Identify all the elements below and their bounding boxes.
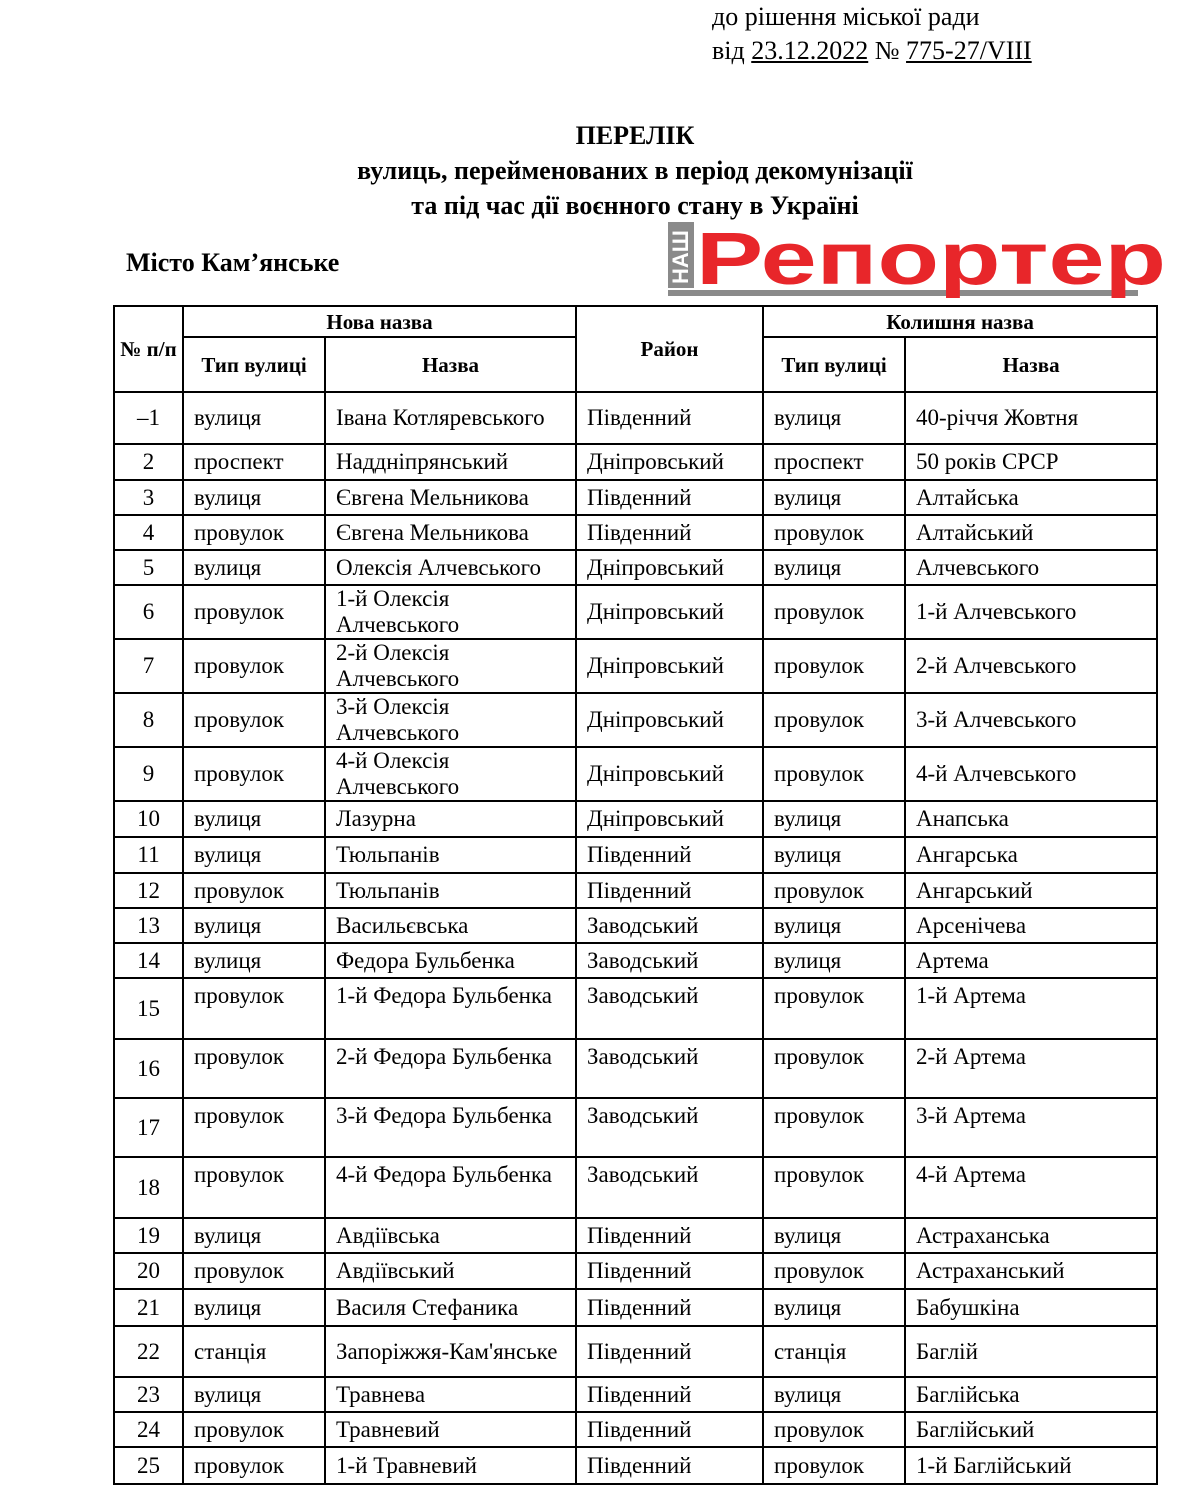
row-number-cell: 14	[114, 943, 183, 978]
new-name-cell: Наддніпрянський	[325, 444, 576, 480]
district-cell: Дніпровський	[576, 585, 763, 639]
new-type-cell: вулиця	[183, 480, 325, 515]
new-type-cell: вулиця	[183, 1289, 325, 1326]
new-type-cell: провулок	[183, 693, 325, 747]
row-number-cell: 7	[114, 639, 183, 693]
old-type-cell: провулок	[763, 747, 905, 801]
old-name-cell: Бабушкіна	[905, 1289, 1157, 1326]
old-type-cell: вулиця	[763, 908, 905, 943]
district-cell: Заводський	[576, 1039, 763, 1098]
new-type-cell: провулок	[183, 978, 325, 1039]
logo-text: Репортер	[696, 222, 1166, 298]
old-type-cell: провулок	[763, 585, 905, 639]
old-name-cell: Ангарська	[905, 837, 1157, 873]
table-row	[114, 747, 1157, 801]
header-new-name: Нова назва	[183, 306, 576, 337]
new-name-cell: Євгена Мельникова	[325, 515, 576, 550]
new-name-cell: Євгена Мельникова	[325, 480, 576, 515]
row-number-cell: 22	[114, 1326, 183, 1377]
old-type-cell: вулиця	[763, 1218, 905, 1253]
decision-number-sign: №	[868, 36, 907, 65]
table-row	[114, 1098, 1157, 1157]
new-name-cell: 3-й Федора Бульбенка	[325, 1098, 576, 1157]
document-title: ПЕРЕЛІК	[575, 121, 695, 150]
new-name-cell: 4-й Олексія Алчевського	[325, 747, 576, 801]
table-row	[114, 1157, 1157, 1218]
decision-date: 23.12.2022	[751, 36, 869, 65]
old-name-cell: 4-й Артема	[905, 1157, 1157, 1218]
decision-prefix: від	[712, 36, 752, 65]
new-name-cell: 4-й Федора Бульбенка	[325, 1157, 576, 1218]
old-name-cell: Астраханський	[905, 1253, 1157, 1289]
table-row	[114, 801, 1157, 837]
table-row	[114, 444, 1157, 480]
new-type-cell: провулок	[183, 1098, 325, 1157]
new-type-cell: вулиця	[183, 837, 325, 873]
table-row	[114, 978, 1157, 1039]
district-cell: Південний	[576, 1412, 763, 1447]
table-row	[114, 837, 1157, 873]
table-row	[114, 392, 1157, 444]
old-type-cell: вулиця	[763, 1377, 905, 1412]
district-cell: Південний	[576, 480, 763, 515]
header-old-title: Назва	[905, 337, 1157, 392]
row-number-cell: 18	[114, 1157, 183, 1218]
new-type-cell: провулок	[183, 1412, 325, 1447]
row-number-cell: 13	[114, 908, 183, 943]
table-row	[114, 639, 1157, 693]
row-number-cell: 6	[114, 585, 183, 639]
row-number-cell: 10	[114, 801, 183, 837]
old-name-cell: Анапська	[905, 801, 1157, 837]
header-num: № п/п	[114, 306, 183, 392]
district-cell: Заводський	[576, 978, 763, 1039]
new-type-cell: провулок	[183, 747, 325, 801]
table-row	[114, 550, 1157, 585]
new-type-cell: провулок	[183, 1157, 325, 1218]
row-number-cell: 19	[114, 1218, 183, 1253]
new-name-cell: Тюльпанів	[325, 873, 576, 908]
new-type-cell: провулок	[183, 585, 325, 639]
table-row	[114, 693, 1157, 747]
district-cell: Південний	[576, 1326, 763, 1377]
table-row	[114, 585, 1157, 639]
row-number-cell: 17	[114, 1098, 183, 1157]
city-heading: Місто Кам’янське	[126, 248, 340, 277]
table-row	[114, 1039, 1157, 1098]
new-type-cell: вулиця	[183, 1218, 325, 1253]
decision-reference	[712, 0, 1182, 68]
row-number-cell: 8	[114, 693, 183, 747]
old-name-cell: Баглій	[905, 1326, 1157, 1377]
header-old-name: Колишня назва	[763, 306, 1157, 337]
table-row	[114, 873, 1157, 908]
nash-reporter-logo	[668, 222, 1168, 298]
district-cell: Дніпровський	[576, 639, 763, 693]
old-name-cell: 2-й Алчевського	[905, 639, 1157, 693]
new-name-cell: Івана Котляревського	[325, 392, 576, 444]
district-cell: Дніпровський	[576, 444, 763, 480]
old-type-cell: провулок	[763, 873, 905, 908]
header-new-title: Назва	[325, 337, 576, 392]
old-name-cell: Алтайська	[905, 480, 1157, 515]
new-name-cell: 1-й Олексія Алчевського	[325, 585, 576, 639]
old-name-cell: Астраханська	[905, 1218, 1157, 1253]
old-type-cell: вулиця	[763, 801, 905, 837]
old-name-cell: 40-річчя Жовтня	[905, 392, 1157, 444]
table-row	[114, 1218, 1157, 1253]
row-number-cell: 16	[114, 1039, 183, 1098]
new-name-cell: 2-й Олексія Алчевського	[325, 639, 576, 693]
old-name-cell: 2-й Артема	[905, 1039, 1157, 1098]
old-type-cell: вулиця	[763, 480, 905, 515]
row-number-cell: 25	[114, 1447, 183, 1484]
district-cell: Південний	[576, 1218, 763, 1253]
old-type-cell: провулок	[763, 1157, 905, 1218]
decision-line-2	[712, 34, 1182, 68]
new-name-cell: Запоріжжя-Кам'янське	[325, 1326, 576, 1377]
old-name-cell: Алтайський	[905, 515, 1157, 550]
new-name-cell: Авдіївський	[325, 1253, 576, 1289]
old-name-cell: Арсенічева	[905, 908, 1157, 943]
old-type-cell: провулок	[763, 693, 905, 747]
old-type-cell: провулок	[763, 1447, 905, 1484]
old-type-cell: вулиця	[763, 837, 905, 873]
old-type-cell: проспект	[763, 444, 905, 480]
old-type-cell: вулиця	[763, 550, 905, 585]
streets-table	[113, 305, 1158, 1485]
new-type-cell: проспект	[183, 444, 325, 480]
header-district: Район	[576, 306, 763, 392]
old-name-cell: Баглійський	[905, 1412, 1157, 1447]
old-type-cell: провулок	[763, 515, 905, 550]
district-cell: Південний	[576, 1447, 763, 1484]
row-number-cell: 21	[114, 1289, 183, 1326]
table-row	[114, 1289, 1157, 1326]
new-name-cell: Лазурна	[325, 801, 576, 837]
old-name-cell: 4-й Алчевського	[905, 747, 1157, 801]
row-number-cell: 20	[114, 1253, 183, 1289]
new-name-cell: Травневий	[325, 1412, 576, 1447]
new-name-cell: Федора Бульбенка	[325, 943, 576, 978]
new-type-cell: провулок	[183, 873, 325, 908]
old-name-cell: Баглійська	[905, 1377, 1157, 1412]
new-type-cell: станція	[183, 1326, 325, 1377]
old-type-cell: вулиця	[763, 1289, 905, 1326]
header-new-type: Тип вулиці	[183, 337, 325, 392]
row-number-cell: 12	[114, 873, 183, 908]
old-type-cell: провулок	[763, 639, 905, 693]
old-name-cell: 1-й Алчевського	[905, 585, 1157, 639]
old-name-cell: 3-й Артема	[905, 1098, 1157, 1157]
new-name-cell: Олексія Алчевського	[325, 550, 576, 585]
new-type-cell: провулок	[183, 639, 325, 693]
new-type-cell: провулок	[183, 515, 325, 550]
new-type-cell: вулиця	[183, 801, 325, 837]
header-row-1	[114, 306, 1157, 337]
district-cell: Дніпровський	[576, 747, 763, 801]
new-type-cell: провулок	[183, 1447, 325, 1484]
old-name-cell: 1-й Баглійський	[905, 1447, 1157, 1484]
district-cell: Заводський	[576, 908, 763, 943]
row-number-cell: 5	[114, 550, 183, 585]
row-number-cell: 3	[114, 480, 183, 515]
district-cell: Дніпровський	[576, 550, 763, 585]
district-cell: Південний	[576, 837, 763, 873]
district-cell: Південний	[576, 392, 763, 444]
old-name-cell: 50 років СРСР	[905, 444, 1157, 480]
district-cell: Південний	[576, 1377, 763, 1412]
row-number-cell: 4	[114, 515, 183, 550]
new-name-cell: Тюльпанів	[325, 837, 576, 873]
old-type-cell: станція	[763, 1326, 905, 1377]
district-cell: Південний	[576, 1253, 763, 1289]
district-cell: Південний	[576, 873, 763, 908]
new-name-cell: Васильєвська	[325, 908, 576, 943]
table-row	[114, 1253, 1157, 1289]
new-type-cell: провулок	[183, 1253, 325, 1289]
row-number-cell: 11	[114, 837, 183, 873]
new-name-cell: 1-й Федора Бульбенка	[325, 978, 576, 1039]
document-subtitle-1: вулиць, перейменованих в період декомунізації	[357, 156, 913, 185]
old-type-cell: провулок	[763, 1098, 905, 1157]
row-number-cell: 23	[114, 1377, 183, 1412]
document-subtitle-2: та під час дії воєнного стану в Україні	[411, 191, 859, 220]
new-type-cell: вулиця	[183, 550, 325, 585]
old-type-cell: провулок	[763, 1039, 905, 1098]
new-name-cell: 3-й Олексія Алчевського	[325, 693, 576, 747]
row-number-cell: 15	[114, 978, 183, 1039]
header-old-type: Тип вулиці	[763, 337, 905, 392]
new-type-cell: вулиця	[183, 1377, 325, 1412]
table-row	[114, 908, 1157, 943]
new-name-cell: 1-й Травневий	[325, 1447, 576, 1484]
new-name-cell: Василя Стефаника	[325, 1289, 576, 1326]
decision-line-1: до рішення міської ради	[712, 2, 980, 31]
district-cell: Заводський	[576, 1098, 763, 1157]
district-cell: Південний	[576, 515, 763, 550]
old-name-cell: Ангарський	[905, 873, 1157, 908]
row-number-cell: 24	[114, 1412, 183, 1447]
district-cell: Заводський	[576, 1157, 763, 1218]
table-row	[114, 515, 1157, 550]
old-type-cell: вулиця	[763, 943, 905, 978]
district-cell: Дніпровський	[576, 801, 763, 837]
old-name-cell: 1-й Артема	[905, 978, 1157, 1039]
old-type-cell: провулок	[763, 978, 905, 1039]
new-type-cell: вулиця	[183, 943, 325, 978]
table-row	[114, 480, 1157, 515]
new-type-cell: провулок	[183, 1039, 325, 1098]
new-name-cell: 2-й Федора Бульбенка	[325, 1039, 576, 1098]
row-number-cell: 2	[114, 444, 183, 480]
old-name-cell: Артема	[905, 943, 1157, 978]
table-row	[114, 943, 1157, 978]
table-row	[114, 1377, 1157, 1412]
district-cell: Дніпровський	[576, 693, 763, 747]
new-type-cell: вулиця	[183, 908, 325, 943]
table-row	[114, 1412, 1157, 1447]
district-cell: Південний	[576, 1289, 763, 1326]
old-name-cell: 3-й Алчевського	[905, 693, 1157, 747]
new-type-cell: вулиця	[183, 392, 325, 444]
new-name-cell: Травнева	[325, 1377, 576, 1412]
row-number-cell: 9	[114, 747, 183, 801]
old-type-cell: вулиця	[763, 392, 905, 444]
logo-small-text: НАШ	[668, 230, 693, 284]
table-row	[114, 1447, 1157, 1484]
old-type-cell: провулок	[763, 1412, 905, 1447]
old-type-cell: провулок	[763, 1253, 905, 1289]
old-name-cell: Алчевського	[905, 550, 1157, 585]
row-number-cell: –1	[114, 392, 183, 444]
new-name-cell: Авдіївська	[325, 1218, 576, 1253]
decision-number: 775-27/VIII	[906, 36, 1032, 65]
table-row	[114, 1326, 1157, 1377]
district-cell: Заводський	[576, 943, 763, 978]
